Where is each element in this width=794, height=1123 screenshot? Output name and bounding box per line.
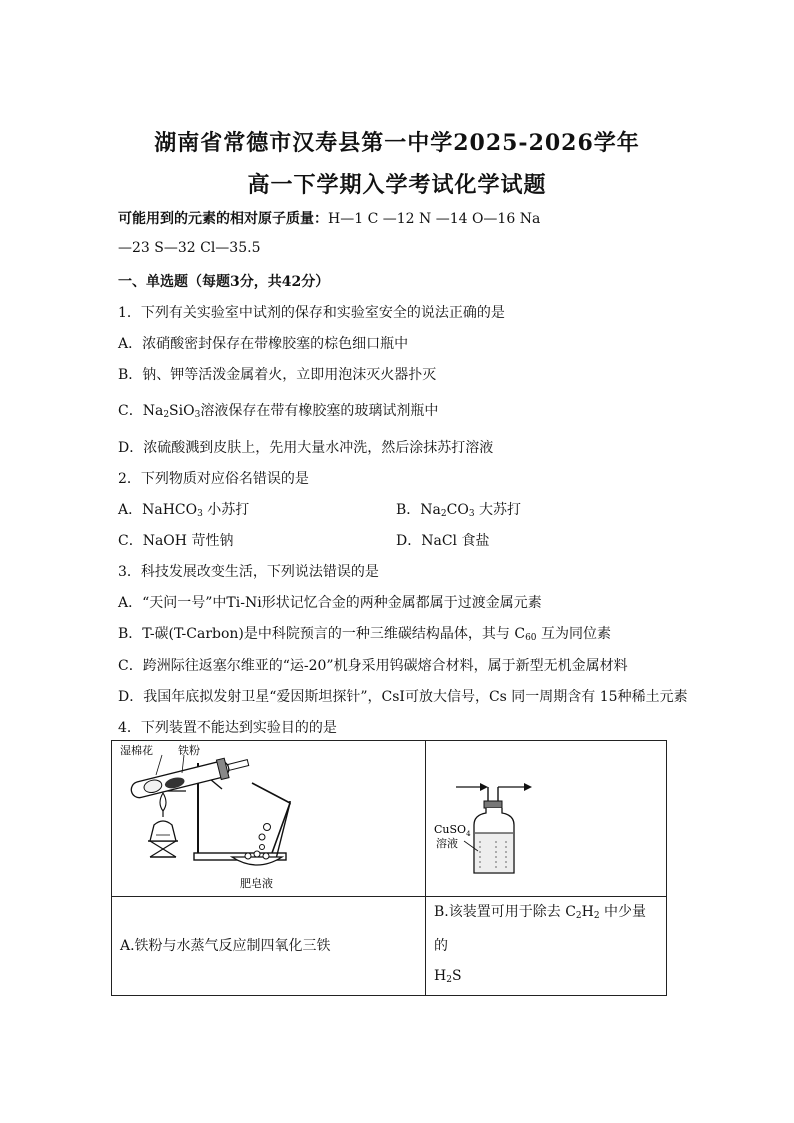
title-line-1: 湖南省常德市汉寿县第一中学2025-2026学年 xyxy=(154,130,640,156)
q1-stem: 1．下列有关实验室中试剂的保存和实验室安全的说法正确的是 xyxy=(118,305,505,321)
figure-b-cell xyxy=(426,741,667,897)
q1-option-d: D．浓硫酸溅到皮肤上，先用大量水冲洗，然后涂抹苏打溶液 xyxy=(118,440,494,456)
q2-option-d: D．NaCl 食盐 xyxy=(396,533,490,549)
q3-option-a: A．“天问一号”中Ti-Ni形状记忆合金的两种金属都属于过渡金属元素 xyxy=(118,595,542,611)
figure-a-cell xyxy=(112,741,426,897)
atomic-mass-line-1 xyxy=(118,208,540,228)
q2-option-b: B．$Na_2CO_3$ 大苏打 xyxy=(396,502,522,519)
label-iron-powder: 铁粉 xyxy=(178,744,200,757)
q1-option-b: B．钠、钾等活泼金属着火，立即用泡沫灭火器扑灭 xyxy=(118,367,437,383)
atomic-mass-label: 可能用到的元素的相对原子质量： xyxy=(118,211,328,227)
q3-option-c: C．跨洲际往返塞尔维亚的“运-20”机身采用钨碳熔合材料，属于新型无机金属材料 xyxy=(118,658,628,674)
q2-option-c: C．NaOH 苛性钠 xyxy=(118,533,234,549)
title-line-2: 高一下学期入学考试化学试题 xyxy=(247,172,547,198)
label-solution: 溶液 xyxy=(436,837,458,850)
label-cuso4: CuSO$_4$ xyxy=(434,823,471,838)
iron-steam-apparatus-figure xyxy=(112,741,424,896)
q2-stem: 2．下列物质对应俗名错误的是 xyxy=(118,471,309,487)
atomic-mass-values-1: H—1 C —12 N —14 O—16 Na xyxy=(328,211,541,227)
q3-option-b: B．T-碳(T-Carbon)是中科院预言的一种三维碳结构晶体，其与 $C_{60}$ 互为同位素 xyxy=(118,626,611,643)
q1-option-a: A．浓硝酸密封保存在带橡胶塞的棕色细口瓶中 xyxy=(118,336,409,352)
q2-option-a: A．NaHCO$_3$ 小苏打 xyxy=(118,502,250,519)
label-soap: 肥皂液 xyxy=(240,877,273,890)
q3-stem: 3．科技发展改变生活，下列说法错误的是 xyxy=(118,564,379,580)
label-cotton: 湿棉花 xyxy=(120,744,153,757)
section-heading: 一、单选题（每题3分，共42分） xyxy=(118,274,330,290)
caption-a: A.铁粉与水蒸气反应制四氧化三铁 xyxy=(112,897,426,996)
caption-b: B.该装置可用于除去 $C_2H_2$ 中少量的 $H_2S$ xyxy=(426,897,667,996)
q4-table xyxy=(111,740,667,996)
q3-option-d: D．我国年底拟发射卫星“爱因斯坦探针”，CsI可放大信号，Cs 同一周期含有 15种稀土元素 xyxy=(118,689,688,705)
q4-stem: 4．下列装置不能达到实验目的的是 xyxy=(118,720,337,736)
gas-washing-bottle-figure xyxy=(426,741,665,896)
atomic-mass-line-2: —23 S—32 Cl—35.5 xyxy=(118,240,261,256)
q1-option-c: C．$Na_2SiO_3$溶液保存在带有橡胶塞的玻璃试剂瓶中 xyxy=(118,403,439,420)
